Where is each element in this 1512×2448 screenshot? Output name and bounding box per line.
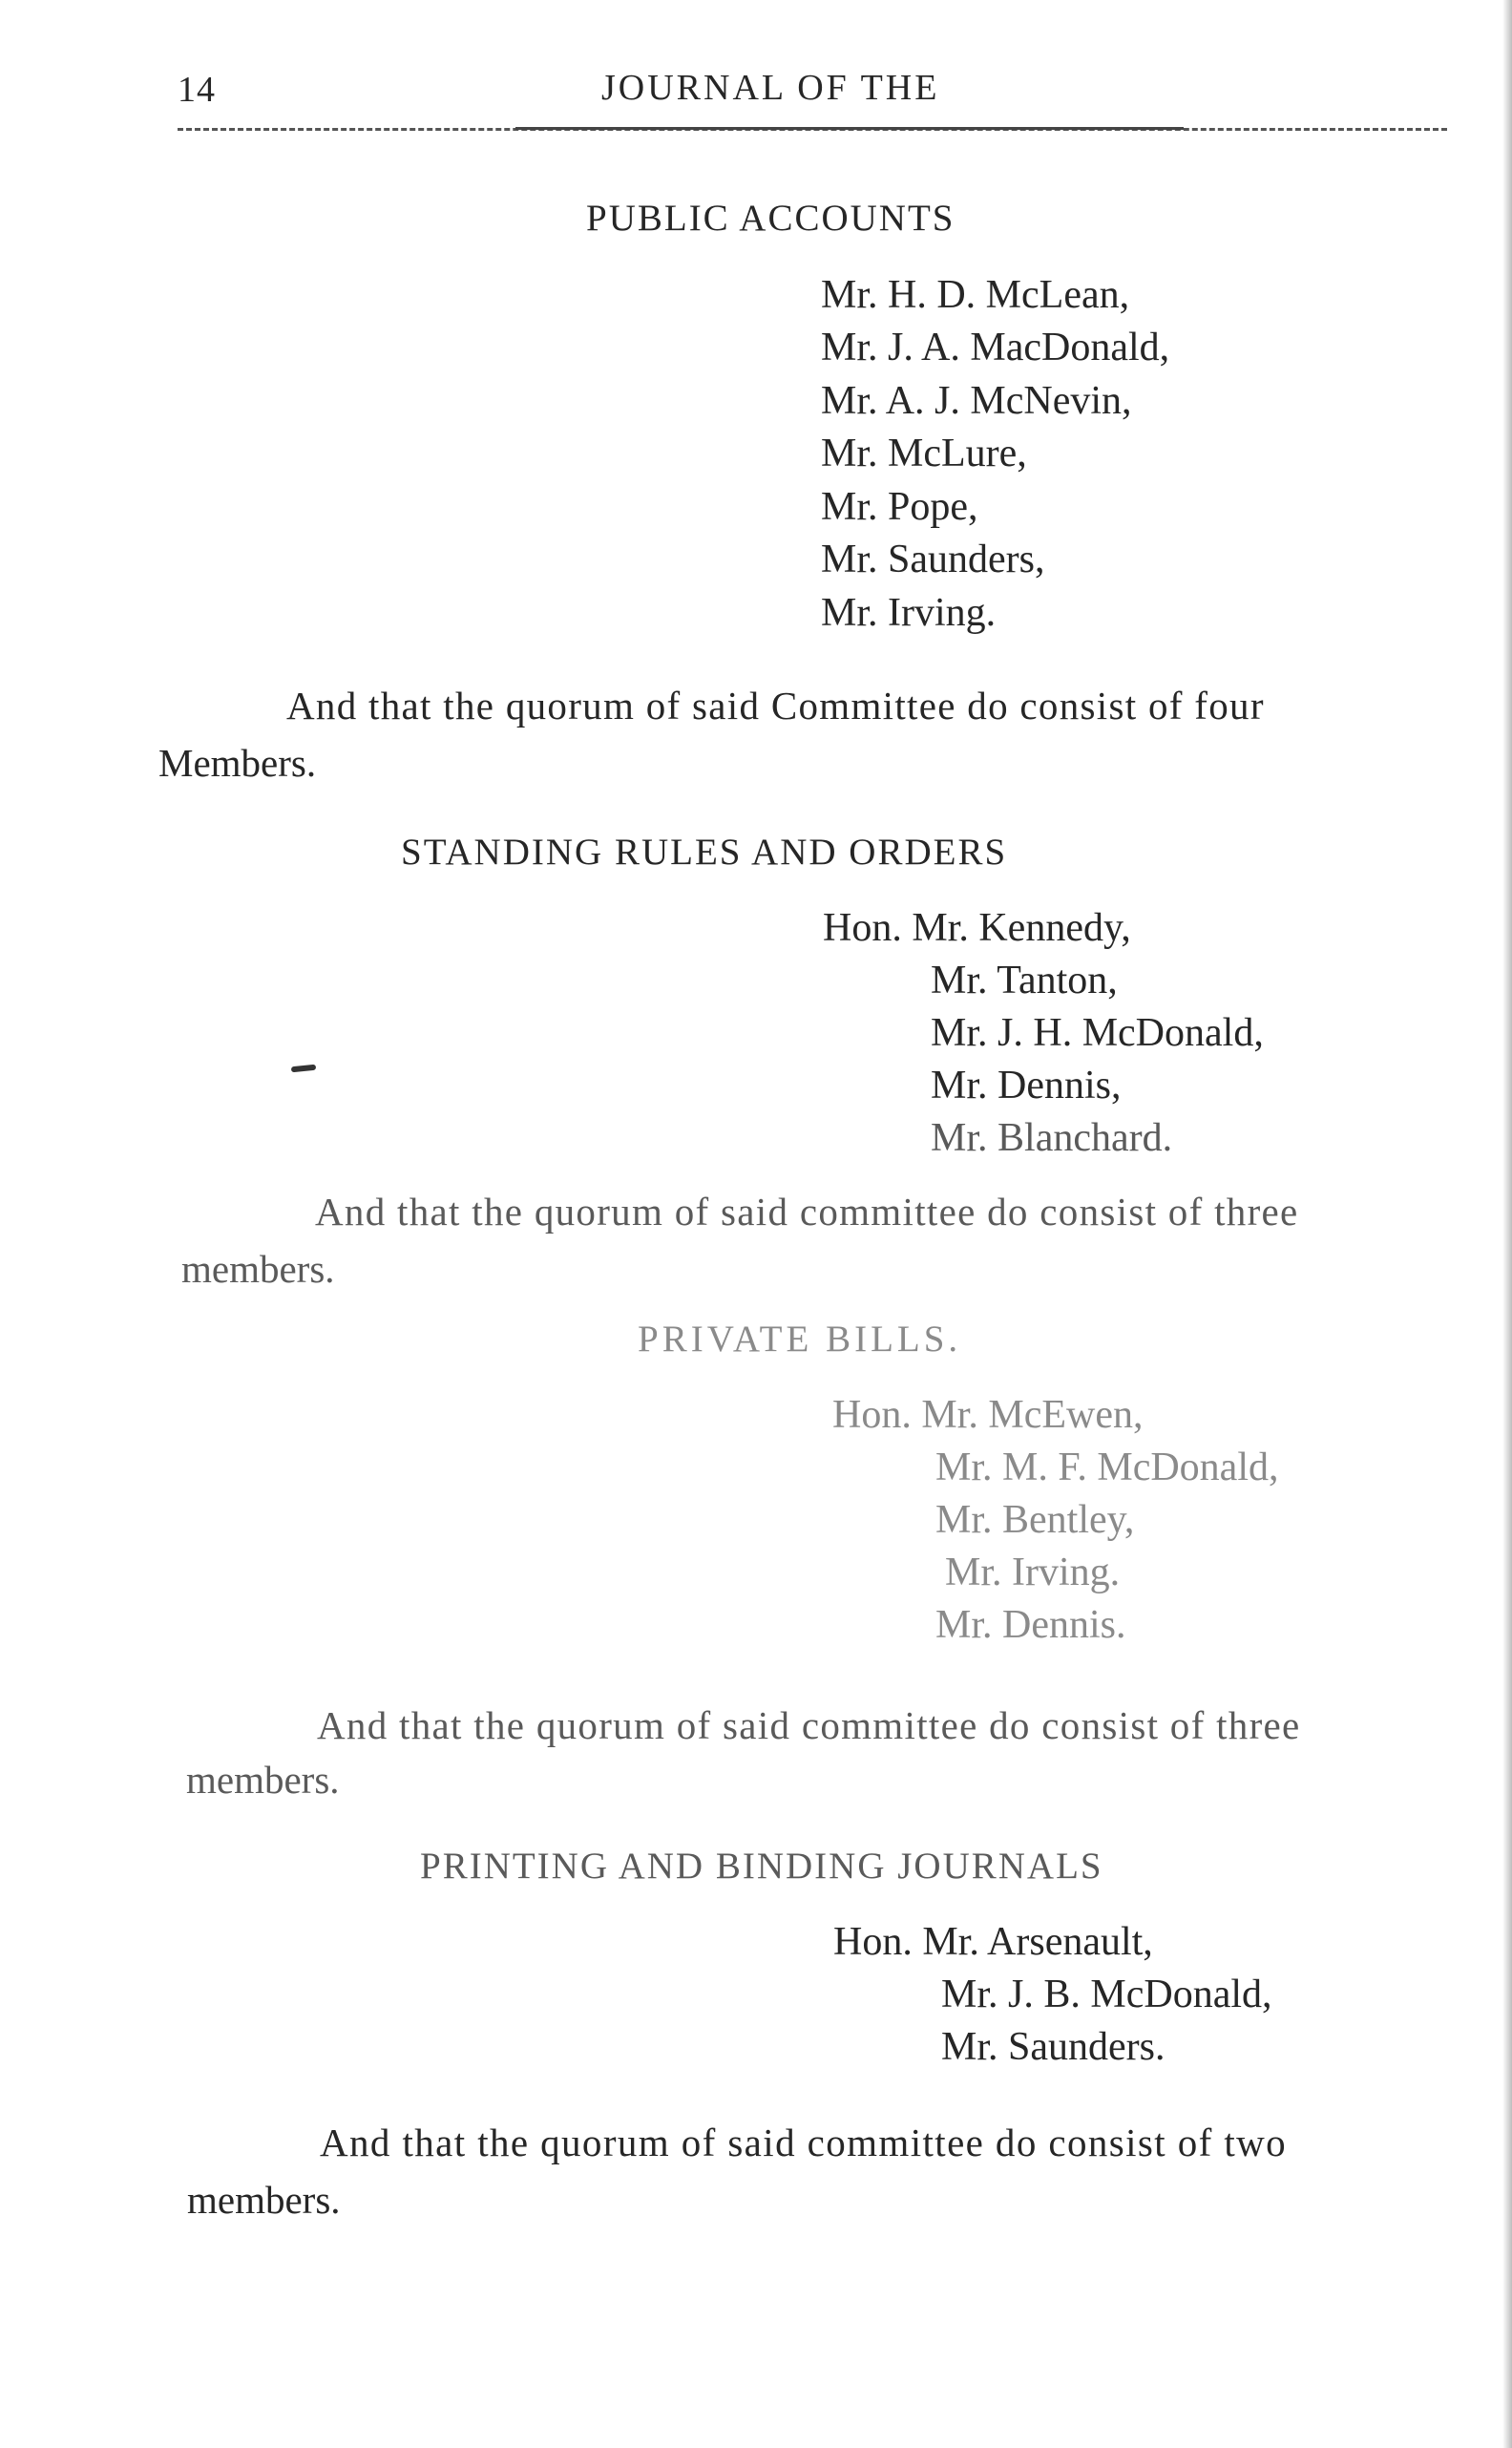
member-name: Mr. Bentley, [935,1498,1135,1542]
running-title: JOURNAL OF THE [601,68,940,108]
quorum-text: And that the quorum of said committee do consist of three [315,1190,1299,1234]
quorum-text-continued: Members. [158,741,317,785]
ink-speck [291,1065,316,1073]
header-rule-solid [515,127,1184,130]
member-name: Mr. Pope, [821,485,978,529]
quorum-text-continued: members. [187,2178,341,2222]
member-name: Mr. Saunders, [821,538,1045,581]
member-name: Mr. J. H. McDonald, [931,1011,1264,1055]
member-name: Mr. H. D. McLean, [821,273,1130,317]
member-name: Hon. Mr. McEwen, [832,1393,1144,1437]
section-title-private-bills: PRIVATE BILLS. [638,1319,962,1360]
quorum-text: And that the quorum of said Committee do consist of four [286,684,1265,728]
member-name: Mr. Dennis. [935,1603,1126,1647]
member-name: Mr. Blanchard. [931,1116,1173,1160]
member-name: Hon. Mr. Kennedy, [823,906,1131,950]
quorum-text: And that the quorum of said committee do consist of three [317,1703,1301,1747]
member-name: Mr. A. J. McNevin, [821,379,1132,423]
section-title-public-accounts: PUBLIC ACCOUNTS [586,198,956,239]
member-name: Mr. J. B. McDonald, [941,1973,1272,2016]
member-name: Mr. Irving. [821,591,997,635]
member-name: Mr. Saunders. [941,2025,1166,2069]
member-name: Mr. Dennis, [931,1064,1122,1108]
quorum-text-continued: members. [181,1247,335,1291]
section-title-printing-binding: PRINTING AND BINDING JOURNALS [420,1846,1103,1887]
member-name: Mr. Irving. [945,1551,1121,1594]
section-title-standing-rules: STANDING RULES AND ORDERS [401,832,1008,873]
member-name: Hon. Mr. Arsenault, [833,1920,1153,1964]
member-name: Mr. J. A. MacDonald, [821,326,1170,369]
page-number: 14 [178,70,216,110]
page-spine-shadow [1502,0,1512,2448]
quorum-text: And that the quorum of said committee do consist of two [320,2121,1288,2164]
member-name: Mr. M. F. McDonald, [935,1446,1279,1489]
member-name: Mr. Tanton, [931,959,1118,1002]
member-name: Mr. McLure, [821,432,1027,475]
quorum-text-continued: members. [186,1758,340,1802]
